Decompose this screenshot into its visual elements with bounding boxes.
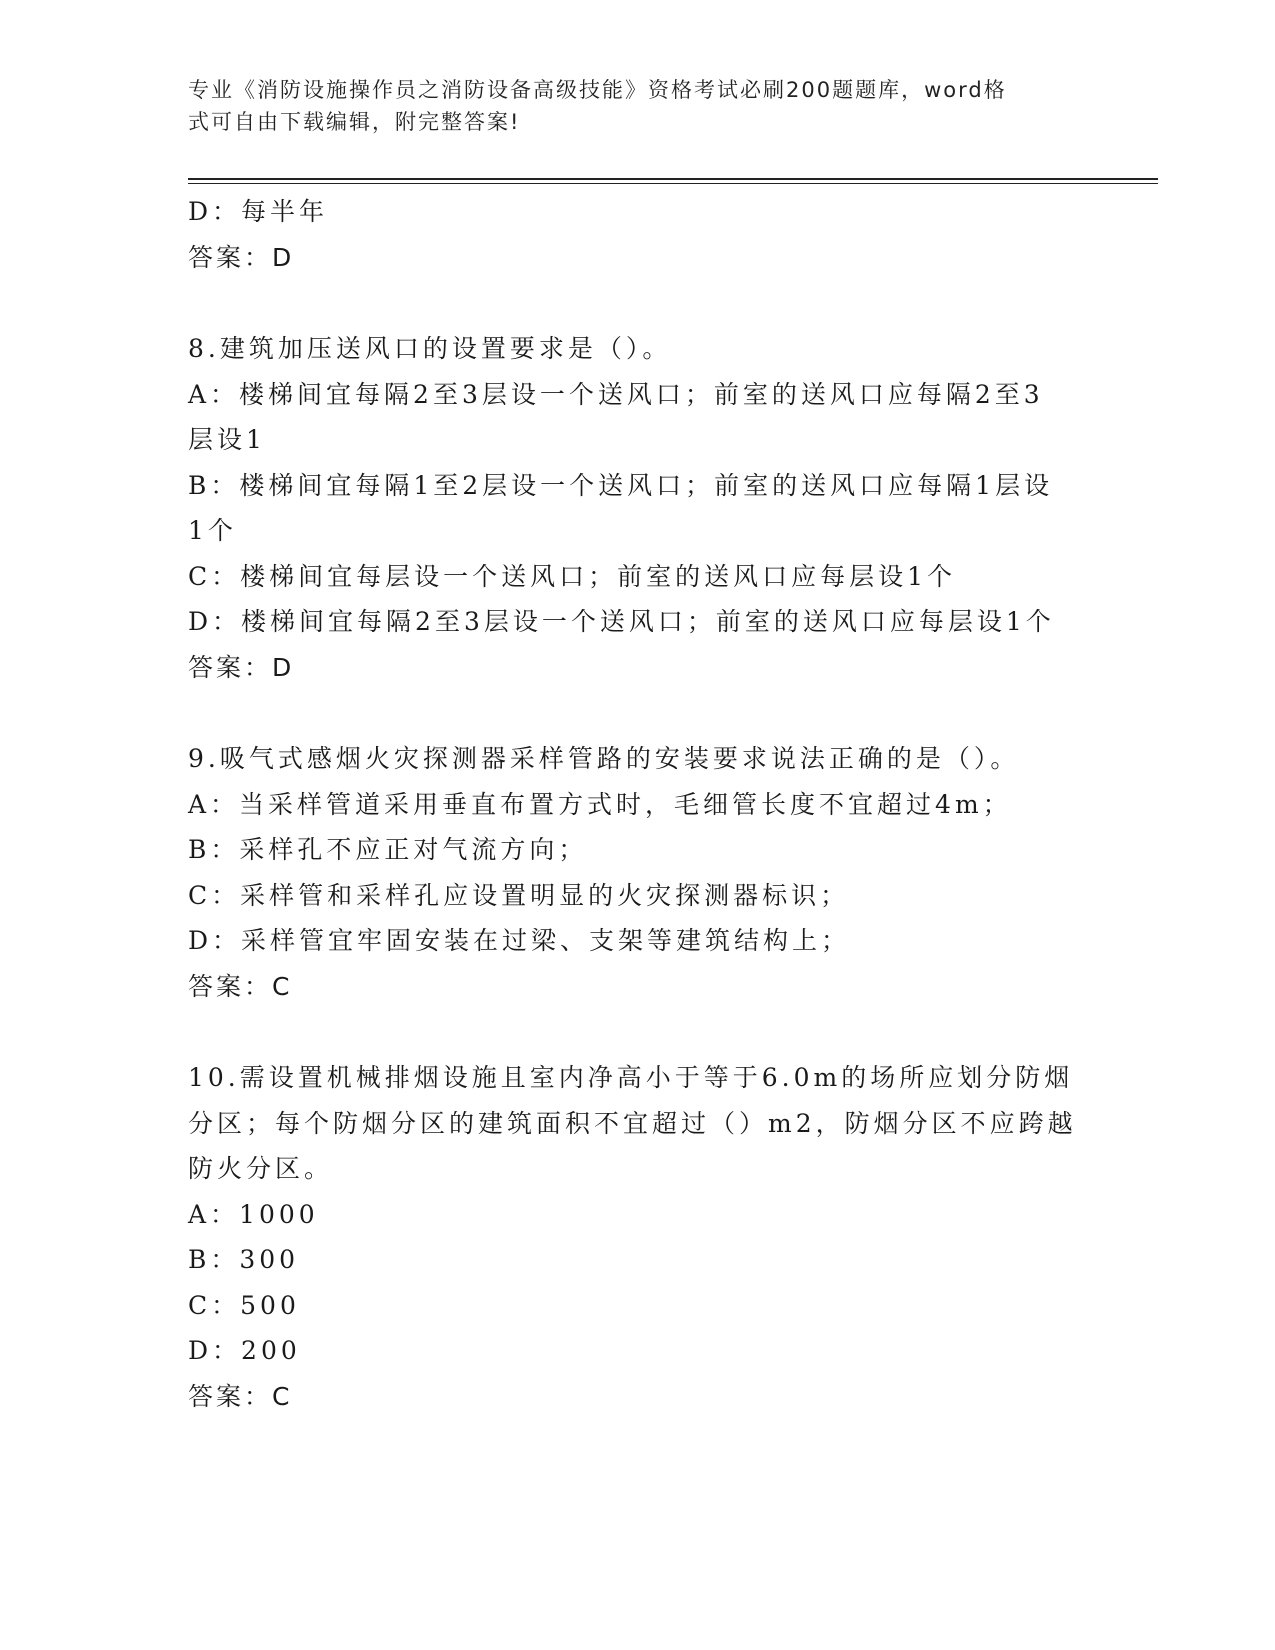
question-10 xyxy=(188,1055,1088,1419)
option-d: D：楼梯间宜每隔2至3层设一个送风口；前室的送风口应每层设1个 xyxy=(188,607,1055,636)
header-rule-thick xyxy=(188,178,1158,180)
spacer xyxy=(188,1009,1088,1055)
option-c: C：500 xyxy=(188,1290,300,1320)
question-9 xyxy=(188,736,1088,1009)
header-line-1: 专业《消防设施操作员之消防设备高级技能》资格考试必刷200题题库，word格 xyxy=(188,78,1007,102)
option-d: D：每半年 xyxy=(188,197,329,226)
option-a-continued: 层设1 xyxy=(188,425,266,454)
question-stem-continued: 分区；每个防烟分区的建筑面积不宜超过（）m2，防烟分区不应跨越 xyxy=(188,1108,1077,1138)
option-b: B：楼梯间宜每隔1至2层设一个送风口；前室的送风口应每隔1层设 xyxy=(188,470,1054,500)
option-b-continued: 1个 xyxy=(188,516,237,545)
option-c: C：采样管和采样孔应设置明显的火灾探测器标识； xyxy=(188,880,850,910)
option-c: C：楼梯间宜每层设一个送风口；前室的送风口应每层设1个 xyxy=(188,561,957,591)
document-body xyxy=(188,189,1088,1419)
header-line-2: 式可自由下载编辑，附完整答案! xyxy=(188,110,521,134)
option-b: B：300 xyxy=(188,1245,300,1274)
answer: 答案：C xyxy=(188,971,293,1001)
question-8 xyxy=(188,326,1088,690)
spacer xyxy=(188,280,1088,326)
option-a: A：当采样管道采用垂直布置方式时，毛细管长度不宜超过4m； xyxy=(188,789,1012,819)
option-a: A：楼梯间宜每隔2至3层设一个送风口；前室的送风口应每隔2至3 xyxy=(188,379,1044,409)
option-d: D：采样管宜牢固安装在过梁、支架等建筑结构上； xyxy=(188,926,851,955)
option-d: D：200 xyxy=(188,1336,301,1365)
answer: 答案：D xyxy=(188,242,295,272)
option-b: B：采样孔不应正对气流方向； xyxy=(188,835,588,864)
question-stem-continued: 防火分区。 xyxy=(188,1154,334,1183)
question-stem: 9.吸气式感烟火灾探测器采样管路的安装要求说法正确的是（）。 xyxy=(188,744,1020,773)
answer: 答案：D xyxy=(188,652,295,682)
question-stem: 10.需设置机械排烟设施且室内净高小于等于6.0m的场所应划分防烟 xyxy=(188,1063,1074,1092)
document-header xyxy=(188,74,1068,138)
option-a: A：1000 xyxy=(188,1199,319,1229)
spacer xyxy=(188,690,1088,736)
question-stem: 8.建筑加压送风口的设置要求是（）。 xyxy=(188,334,672,363)
header-rule-thin xyxy=(188,183,1158,184)
answer: 答案：C xyxy=(188,1381,293,1411)
